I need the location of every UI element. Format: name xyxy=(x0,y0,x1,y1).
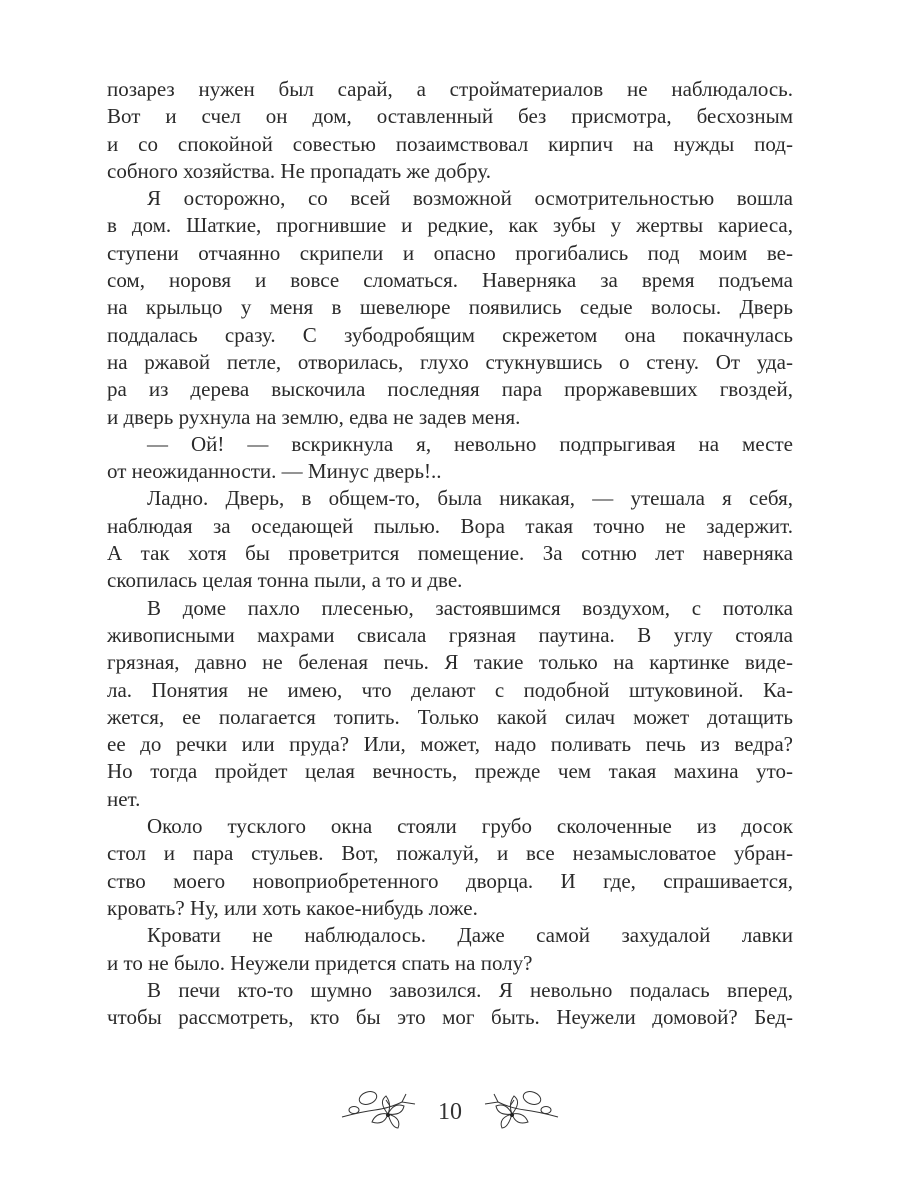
text-line: Кровати не наблюдалось. Даже самой захудалой лавки xyxy=(147,923,793,948)
text-line: на крыльцо у меня в шевелюре появились седые волосы. Дверь xyxy=(107,295,793,320)
text-line: ра из дерева выскочила последняя пара проржавевших гвоздей, xyxy=(107,377,793,402)
text-line: ство моего новоприобретенного дворца. И где, спрашивается, xyxy=(107,868,793,893)
text-line: на ржавой петле, отворилась, глухо стукнувшись о стену. От уда- xyxy=(107,349,793,374)
text-line: позарез нужен был сарай, а стройматериалов не наблюдалось. xyxy=(107,77,793,101)
text-line: — Ой! — вскрикнула я, невольно подпрыгивая на месте xyxy=(147,431,793,456)
paragraph xyxy=(107,813,793,922)
paragraph xyxy=(107,977,793,1032)
paragraph xyxy=(107,485,793,594)
text-line: в дом. Шаткие, прогнившие и редкие, как зубы у жертвы кариеса, xyxy=(107,213,793,238)
magnolia-branch-left-icon xyxy=(340,1082,420,1142)
text-line: и дверь рухнула на землю, едва не задев меня. xyxy=(107,404,521,429)
paragraph xyxy=(107,922,793,977)
text-line: чтобы рассмотреть, кто бы это мог быть. Неужели домовой? Бед- xyxy=(107,1005,793,1030)
text-line: В печи кто-то шумно завозился. Я невольно подалась вперед, xyxy=(147,977,793,1002)
text-line: стол и пара стульев. Вот, пожалуй, и все незамысловатое убран- xyxy=(107,841,793,866)
text-line: поддалась сразу. С зубодробящим скрежетом она покачнулась xyxy=(107,322,793,347)
page-number: 10 xyxy=(438,1098,462,1125)
text-line: наблюдая за оседающей пылью. Вора такая точно не задержит. xyxy=(107,513,793,538)
text-line: А так хотя бы проветрится помещение. За сотню лет наверняка xyxy=(107,541,793,566)
text-line: Вот и счел он дом, оставленный без присмотра, бесхозным xyxy=(107,104,793,129)
text-line: Ладно. Дверь, в общем-то, была никакая, — утешала я себя, xyxy=(147,486,793,511)
magnolia-branch-right-icon xyxy=(480,1082,560,1142)
text-line: ступени отчаянно скрипели и опасно прогибались под моим ве- xyxy=(107,240,793,265)
text-line: жется, ее полагается топить. Только какой силач может дотащить xyxy=(107,704,793,729)
text-line: ее до речки или пруда? Или, может, надо поливать печь из ведра? xyxy=(107,732,793,757)
text-line: от неожиданности. — Минус дверь!.. xyxy=(107,459,442,484)
text-line: собного хозяйства. Не пропадать же добру. xyxy=(107,158,491,183)
paragraph xyxy=(107,431,793,486)
text-line: В доме пахло плесенью, застоявшимся воздухом, с потолка xyxy=(147,595,793,620)
text-line: живописными махрами свисала грязная паутина. В углу стояла xyxy=(107,622,793,647)
text-line: и со спокойной совестью позаимствовал кирпич на нужды под- xyxy=(107,131,793,156)
text-line: скопилась целая тонна пыли, а то и две. xyxy=(107,568,463,593)
text-line: нет. xyxy=(107,786,141,811)
text-line: Но тогда пройдет целая вечность, прежде чем такая махина уто- xyxy=(107,759,793,784)
text-line: и то не было. Неужели придется спать на полу? xyxy=(107,950,533,975)
text-line: кровать? Ну, или хоть какое-нибудь ложе. xyxy=(107,895,478,920)
page-footer xyxy=(0,1082,900,1142)
page-body xyxy=(107,76,793,1031)
paragraph xyxy=(107,76,793,185)
text-line: грязная, давно не беленая печь. Я такие только на картинке виде- xyxy=(107,650,793,675)
text-line: Я осторожно, со всей возможной осмотрительностью вошла xyxy=(147,186,793,211)
text-line: сом, норовя и вовсе сломаться. Наверняка за время подъема xyxy=(107,268,793,293)
text-line: ла. Понятия не имею, что делают с подобной штуковиной. Ка- xyxy=(107,677,793,702)
paragraph xyxy=(107,185,793,431)
text-line: Около тусклого окна стояли грубо сколоченные из досок xyxy=(147,814,793,839)
paragraph xyxy=(107,595,793,813)
